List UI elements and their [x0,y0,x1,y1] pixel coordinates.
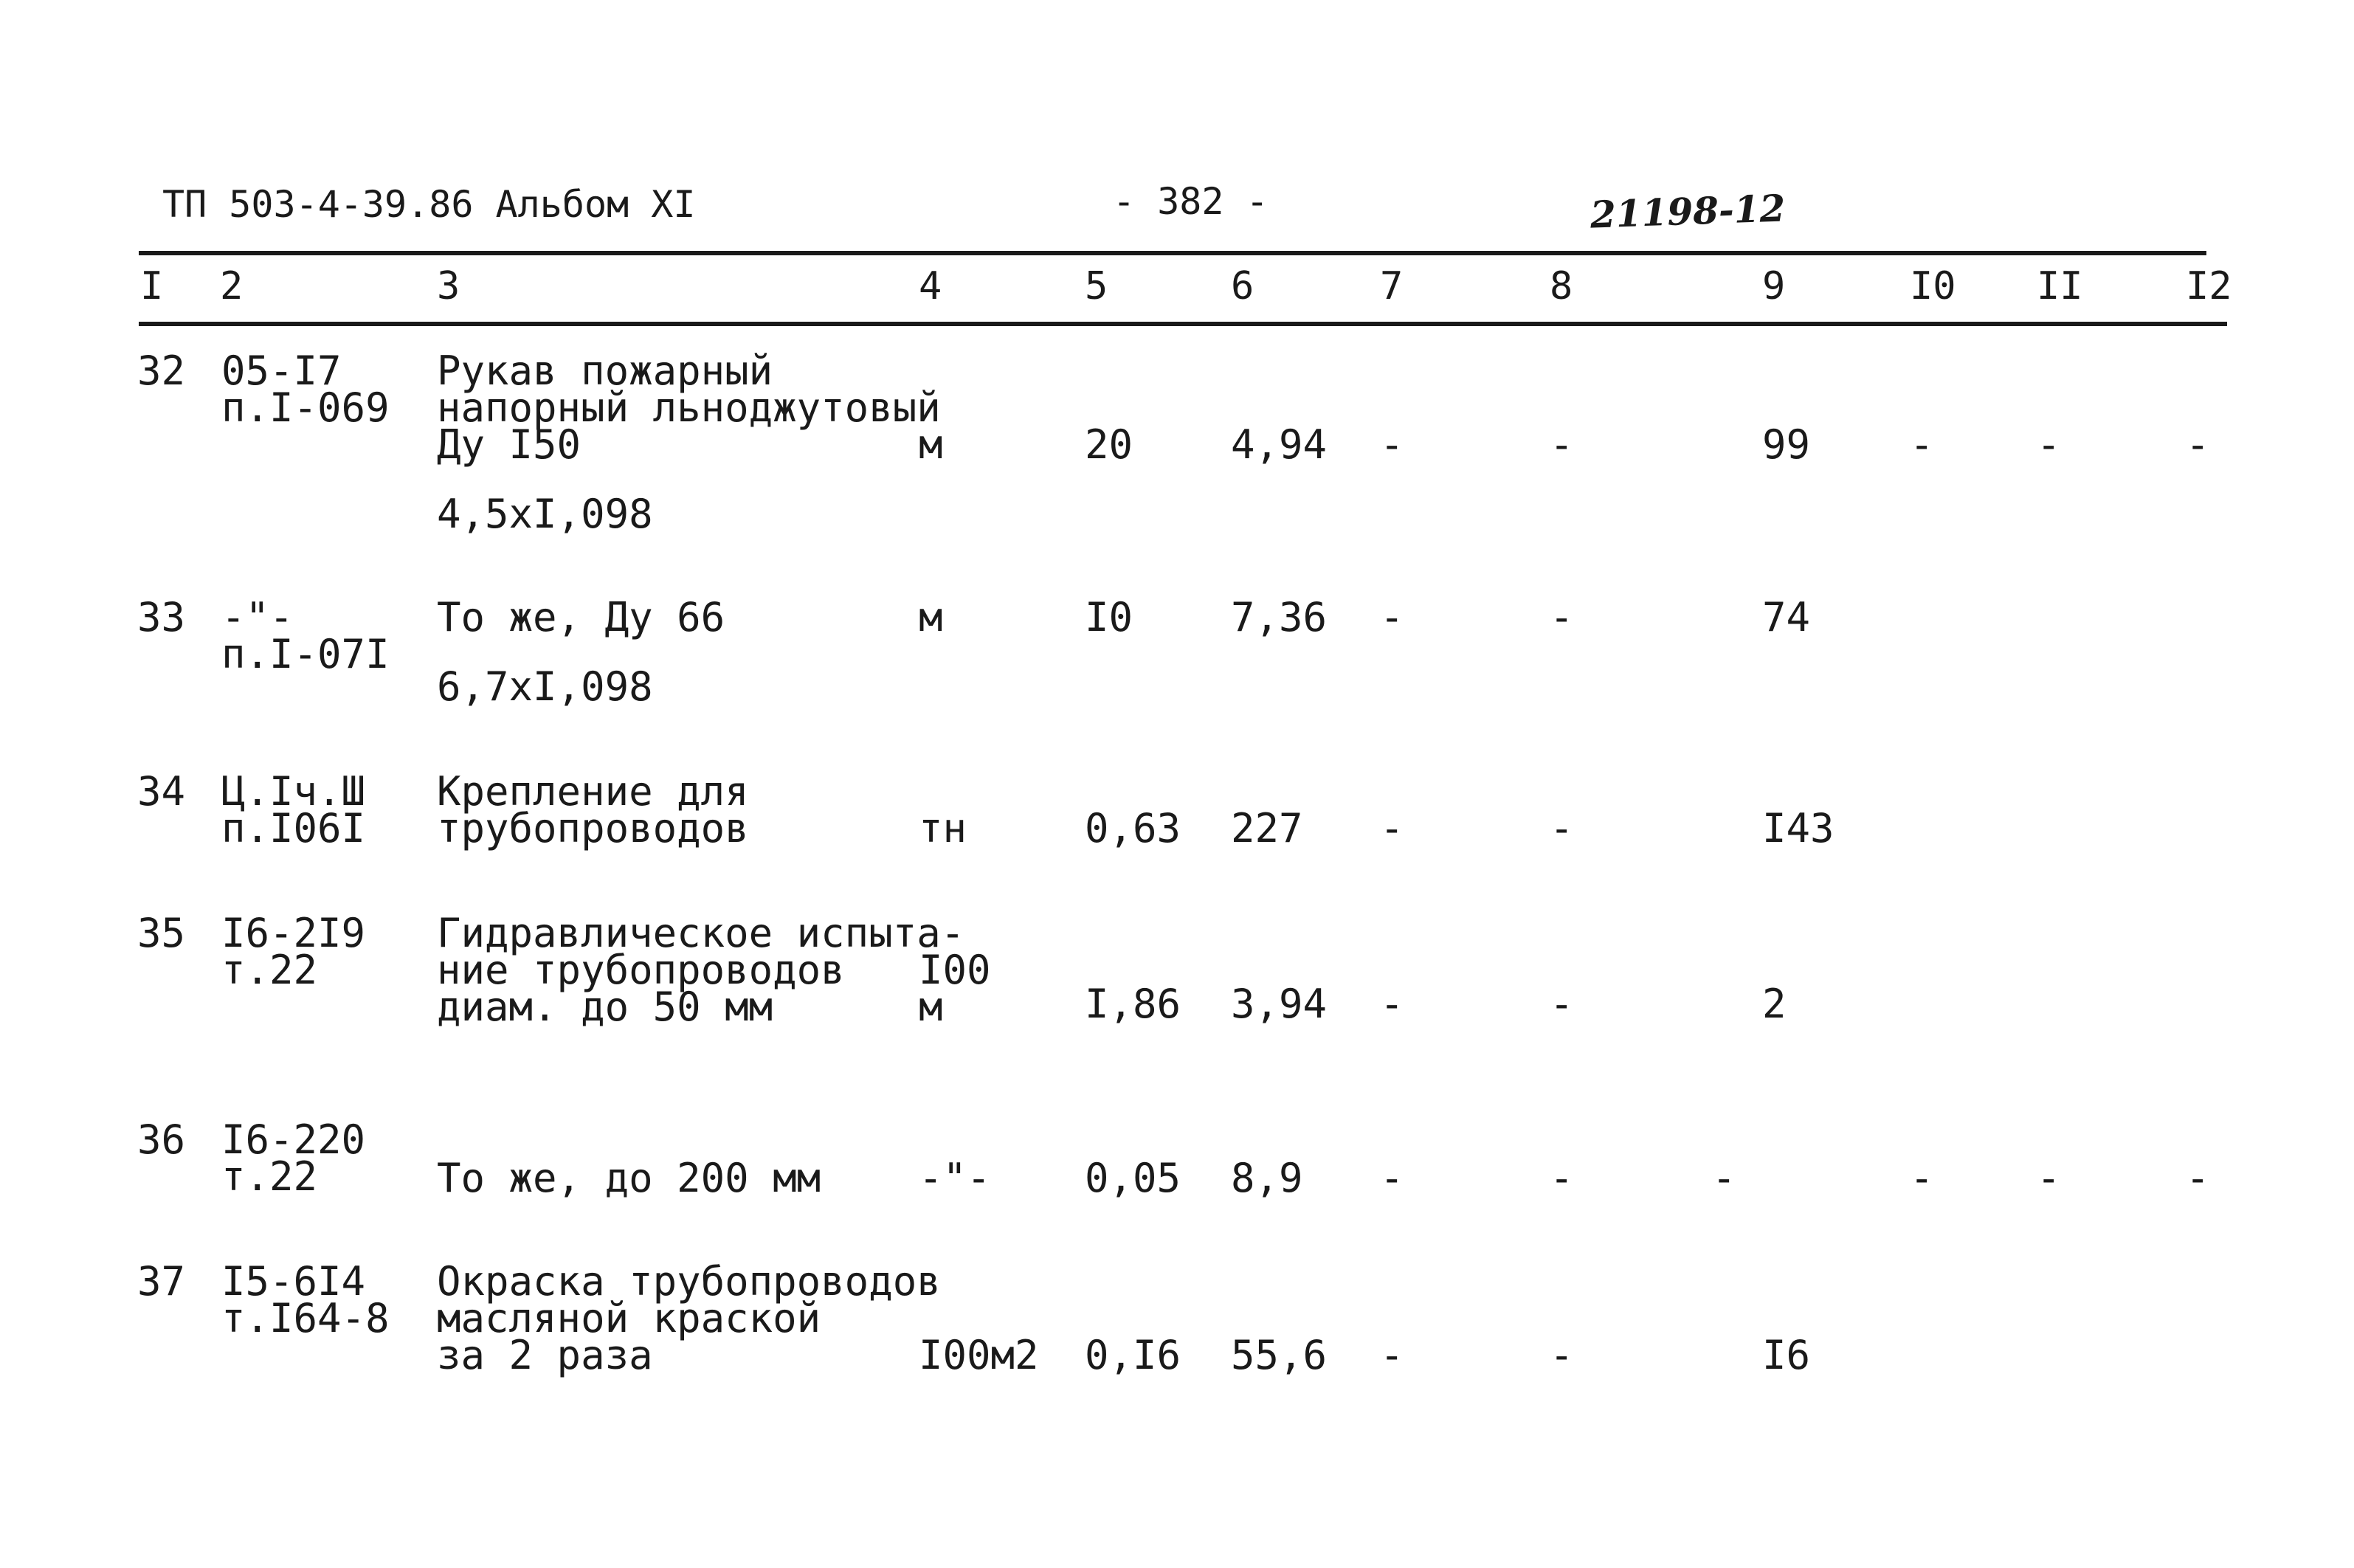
unit-price: 7,36 [1231,594,1328,640]
work-name: Ду I50 [437,421,581,468]
col-7-value: - [1380,1155,1404,1201]
norm-code: I6-220 [221,1116,366,1163]
row-number: 35 [137,910,186,956]
col-7-value: - [1380,594,1404,640]
column-header: 6 [1231,264,1254,308]
work-name: масляной краской [437,1295,821,1341]
column-header: I0 [1910,264,1956,308]
column-header: 3 [437,264,460,308]
column-header: 5 [1085,264,1108,308]
quantity: I0 [1085,594,1133,640]
col-8-value: - [1550,1155,1574,1201]
work-name: Гидравлическое испыта- [437,910,965,956]
norm-code: п.I06I [221,805,366,852]
work-name: напорный льноджутовый [437,384,941,431]
norm-code: п.I-069 [221,384,390,431]
work-name: диам. до 50 мм [437,984,773,1030]
row-number: 32 [137,348,186,394]
work-name: То же, до 200 мм [437,1155,821,1201]
col-8-value: - [1550,594,1574,640]
page-number: - 382 - [1113,180,1269,223]
row-number: 34 [137,768,186,815]
column-header: 2 [220,264,244,308]
col-7-value: - [1380,805,1404,852]
unit: тн [919,805,967,852]
total-cost: - [1712,1155,1736,1201]
total-cost: 74 [1762,594,1811,640]
work-name: ние трубопроводов [437,947,845,993]
work-name: за 2 раза [437,1332,653,1378]
quantity: 0,I6 [1085,1332,1181,1378]
quantity: 0,63 [1085,805,1181,852]
norm-code: т.I64-8 [221,1295,390,1341]
col-12-value: - [2186,421,2210,468]
work-name: То же, Ду 66 [437,594,725,640]
col-8-value: - [1550,1332,1574,1378]
handwritten-inventory-number: 21198-12 [1590,186,1787,237]
norm-code: п.I-07I [221,631,390,677]
quantity: 0,05 [1085,1155,1181,1201]
work-name: трубопроводов [437,805,749,852]
unit: -"- [919,1155,991,1201]
column-header: II [2037,264,2083,308]
column-header: 7 [1380,264,1404,308]
norm-code: Ц.Iч.Ш [221,768,366,815]
calculation-note: 6,7xI,098 [437,663,653,710]
work-name: Рукав пожарный [437,348,773,394]
column-header: I [140,264,164,308]
unit: I00м2 [919,1332,1039,1378]
total-cost: I43 [1762,805,1834,852]
row-number: 33 [137,594,186,640]
col-11-value: - [2037,1155,2061,1201]
quantity: 20 [1085,421,1133,468]
column-header: 8 [1550,264,1573,308]
unit-price: 55,6 [1231,1332,1328,1378]
col-8-value: - [1550,981,1574,1027]
row-number: 37 [137,1258,186,1305]
col-10-value: - [1910,421,1934,468]
unit: I00 [919,947,991,993]
column-header: 4 [919,264,942,308]
unit-price: 4,94 [1231,421,1328,468]
norm-code: т.22 [221,947,318,993]
top-rule [139,251,2206,255]
work-name: Крепление для [437,768,749,815]
col-8-value: - [1550,805,1574,852]
norm-code: I6-2I9 [221,910,366,956]
work-name: Окраска трубопроводов [437,1258,941,1305]
unit-price: 227 [1231,805,1303,852]
col-12-value: - [2186,1155,2210,1201]
col-7-value: - [1380,981,1404,1027]
unit: м [919,421,943,468]
col-8-value: - [1550,421,1574,468]
unit-price: 8,9 [1231,1155,1303,1201]
unit-price: 3,94 [1231,981,1328,1027]
col-11-value: - [2037,421,2061,468]
document-reference: ТП 503-4-39.86 Альбом XI [162,183,696,226]
norm-code: -"- [221,594,294,640]
unit: м [919,984,943,1030]
norm-code: т.22 [221,1153,318,1200]
unit: м [919,594,943,640]
calculation-note: 4,5xI,098 [437,491,653,537]
header-bottom-rule [139,322,2227,326]
row-number: 36 [137,1116,186,1163]
col-7-value: - [1380,1332,1404,1378]
norm-code: 05-I7 [221,348,342,394]
quantity: I,86 [1085,981,1181,1027]
column-header: 9 [1762,264,1786,308]
column-header: I2 [2186,264,2232,308]
col-10-value: - [1910,1155,1934,1201]
total-cost: 99 [1762,421,1811,468]
total-cost: 2 [1762,981,1787,1027]
col-7-value: - [1380,421,1404,468]
total-cost: I6 [1762,1332,1811,1378]
norm-code: I5-6I4 [221,1258,366,1305]
